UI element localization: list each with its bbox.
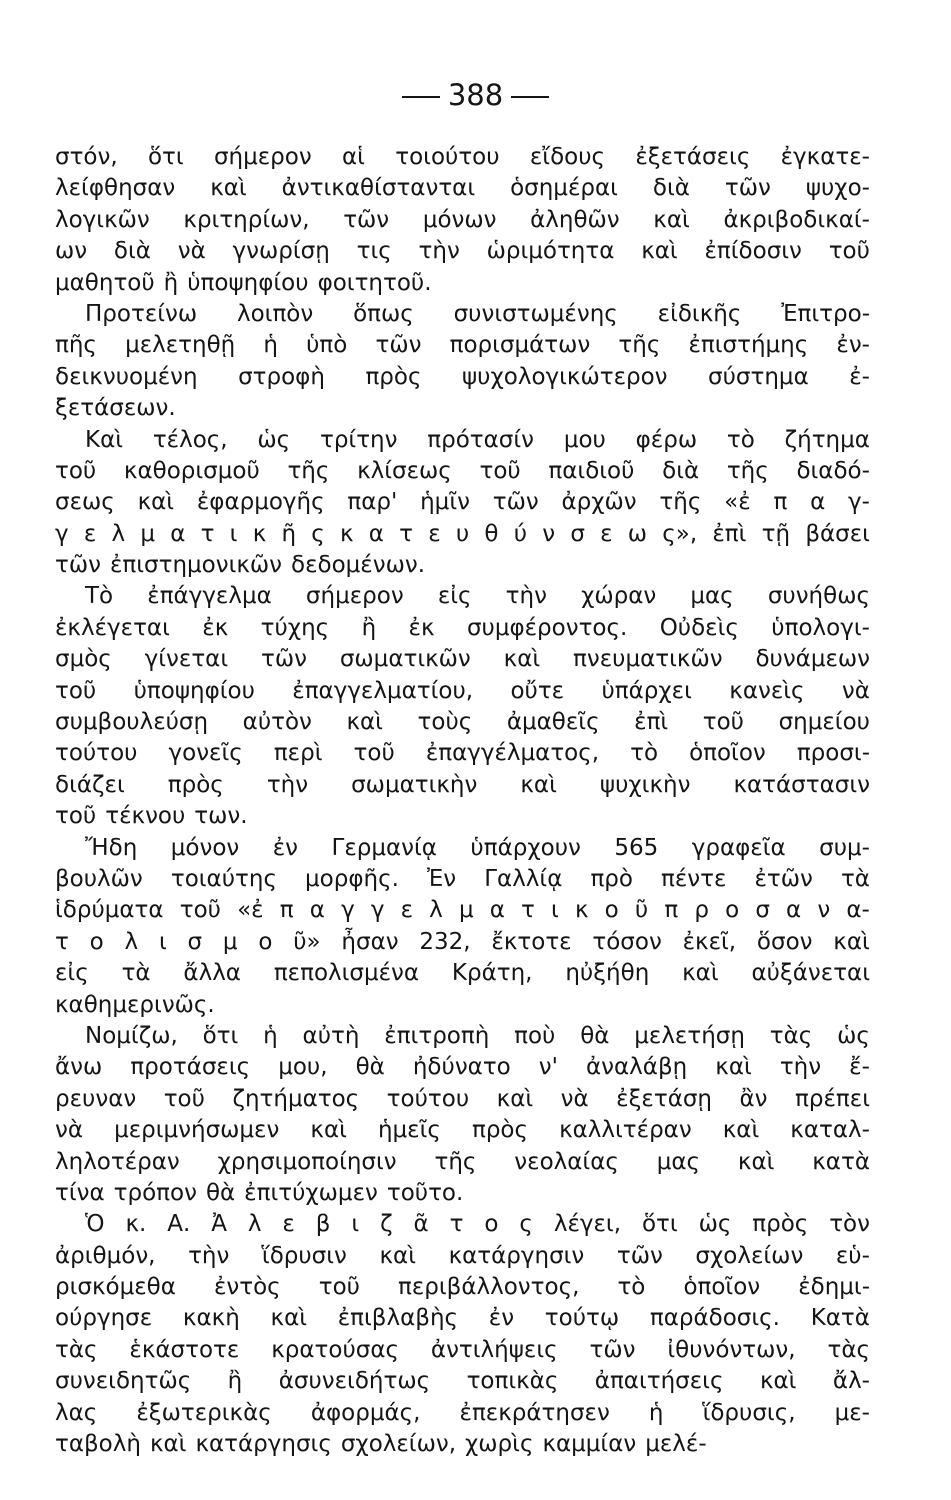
text-line: ξετάσεων.: [55, 395, 176, 422]
text-line: Ὁ κ. Α. Ἀ λ ε β ι ζ ᾶ τ ο ς λέγει, ὅτι ὡς πρὸς τὸν: [85, 1211, 870, 1238]
text-line: ἀριθμόν, τὴν ἵδρυσιν καὶ κατάργησιν τῶν σχολείων εὑ-: [55, 1242, 870, 1269]
paragraph: [55, 833, 870, 1021]
text-line: γ ε λ μ α τ ι κ ῆ ς κ α τ ε υ θ ύ ν σ ε ω ς», ἐπὶ τῇ βάσει: [55, 520, 870, 547]
text-line: τούτου γονεῖς περὶ τοῦ ἐπαγγέλματος, τὸ ὁποῖον προσι-: [55, 740, 870, 767]
text-line: λας ἐξωτερικὰς ἀφορμάς, ἐπεκράτησεν ἡ ἵδρυσις, με-: [55, 1399, 870, 1426]
text-line: λογικῶν κριτηρίων, τῶν μόνων ἀληθῶν καὶ ἀκριβοδικαί-: [55, 206, 870, 233]
body-text: [55, 142, 870, 1460]
text-line: διάζει πρὸς τὴν σωματικὴν καὶ ψυχικὴν κατάστασιν: [55, 771, 870, 798]
text-line: τὰς ἑκάστοτε κρατούσας ἀντιλήψεις τῶν ἰθυνόντων, τὰς: [55, 1336, 870, 1363]
paragraph: [55, 142, 870, 299]
text-line: τοῦ ὑποψηφίου ἐπαγγελματίου, οὔτε ὑπάρχει κανεὶς νὰ: [55, 677, 870, 704]
text-line: βουλῶν τοιαύτης μορφῆς. Ἐν Γαλλίᾳ πρὸ πέντε ἐτῶν τὰ: [55, 865, 870, 892]
text-line: μαθητοῦ ἢ ὑποψηφίου φοιτητοῦ.: [55, 269, 432, 296]
paragraph: [55, 425, 870, 582]
text-line: ων διὰ νὰ γνωρίσῃ τις τὴν ὡριμότητα καὶ ἐπίδοσιν τοῦ: [55, 238, 870, 265]
right-dash: [511, 96, 549, 98]
text-line: νὰ μεριμνήσωμεν καὶ ἡμεῖς πρὸς καλλιτέραν καὶ καταλ-: [55, 1117, 870, 1144]
text-line: ἐκλέγεται ἐκ τύχης ἢ ἐκ συμφέροντος. Οὐδεὶς ὑπολογι-: [55, 614, 870, 641]
text-line: στόν, ὅτι σήμερον αἱ τοιούτου εἴδους ἐξετάσεις ἐγκατε-: [55, 144, 870, 170]
text-line: Νομίζω, ὅτι ἡ αὐτὴ ἐπιτροπὴ ποὺ θὰ μελετήσῃ τὰς ὡς: [85, 1022, 870, 1049]
text-line: Καὶ τέλος, ὡς τρίτην πρότασίν μου φέρω τὸ ζήτημα: [85, 426, 870, 453]
text-line: ἄνω προτάσεις μου, θὰ ἠδύνατο ν' ἀναλάβῃ καὶ τὴν ἔ-: [55, 1054, 870, 1081]
paragraph: [55, 1021, 870, 1209]
text-line: σμὸς γίνεται τῶν σωματικῶν καὶ πνευματικῶν δυνάμεων: [55, 646, 870, 673]
text-line: ρισκόμεθα ἐντὸς τοῦ περιβάλλοντος, τὸ ὁποῖον ἐδημι-: [55, 1274, 870, 1301]
paragraph: [55, 581, 870, 832]
text-line: τίνα τρόπον θὰ ἐπιτύχωμεν τοῦτο.: [55, 1179, 464, 1206]
text-line: ληλοτέραν χρησιμοποίησιν τῆς νεολαίας μας καὶ κατὰ: [55, 1148, 870, 1175]
text-line: καθημερινῶς.: [55, 991, 215, 1018]
text-line: ούργησε κακὴ καὶ ἐπιβλαβὴς ἐν τούτῳ παράδοσις. Κατὰ: [55, 1305, 870, 1332]
text-line: λείφθησαν καὶ ἀντικαθίστανται ὁσημέραι διὰ τῶν ψυχο-: [55, 175, 870, 202]
text-line: δεικνυομένη στροφὴ πρὸς ψυχολογικώτερον σύστημα ἐ-: [55, 363, 870, 390]
paragraph: [55, 1209, 870, 1460]
text-line: συμβουλεύσῃ αὐτὸν καὶ τοὺς ἀμαθεῖς ἐπὶ τοῦ σημείου: [55, 709, 870, 736]
text-line: πῆς μελετηθῇ ἡ ὑπὸ τῶν πορισμάτων τῆς ἐπιστήμης ἐν-: [55, 332, 870, 359]
text-line: ρευναν τοῦ ζητήματος τούτου καὶ νὰ ἐξετάσῃ ἂν πρέπει: [55, 1085, 870, 1112]
text-line: ἱδρύματα τοῦ «ἐ π α γ γ ε λ μ α τ ι κ ο ῦ π ρ ο σ α ν α-: [55, 897, 870, 924]
text-line: σεως καὶ ἐφαρμογῆς παρ' ἡμῖν τῶν ἀρχῶν τῆς «ἐ π α γ-: [55, 489, 870, 516]
text-line: τῶν ἐπιστημονικῶν δεδομένων.: [55, 552, 426, 579]
text-line: εἰς τὰ ἄλλα πεπολισμένα Κράτη, ηὐξήθη καὶ αὐξάνεται: [55, 960, 870, 987]
text-line: Ἤδη μόνον ἐν Γερμανίᾳ ὑπάρχουν 565 γραφεῖα συμ-: [85, 834, 870, 861]
paragraph: [55, 299, 870, 425]
text-line: συνειδητῶς ἢ ἀσυνειδήτως τοπικὰς ἀπαιτήσεις καὶ ἄλ-: [55, 1368, 870, 1395]
text-line: Τὸ ἐπάγγελμα σήμερον εἰς τὴν χώραν μας συνήθως: [85, 583, 870, 610]
page-number: 388: [447, 78, 504, 112]
left-dash: [402, 96, 440, 98]
text-line: ταβολὴ καὶ κατάργησις σχολείων, χωρὶς καμμίαν μελέ-: [55, 1431, 707, 1458]
text-line: τοῦ τέκνου των.: [55, 803, 248, 830]
text-line: Προτείνω λοιπὸν ὅπως συνιστωμένης εἰδικῆς Ἐπιτρο-: [85, 300, 870, 327]
text-line: τ ο λ ι σ μ ο ῦ» ἦσαν 232, ἔκτοτε τόσον ἐκεῖ, ὅσον καὶ: [55, 928, 870, 955]
text-line: τοῦ καθορισμοῦ τῆς κλίσεως τοῦ παιδιοῦ διὰ τῆς διαδό-: [55, 457, 870, 484]
page-number-header: [0, 78, 951, 112]
